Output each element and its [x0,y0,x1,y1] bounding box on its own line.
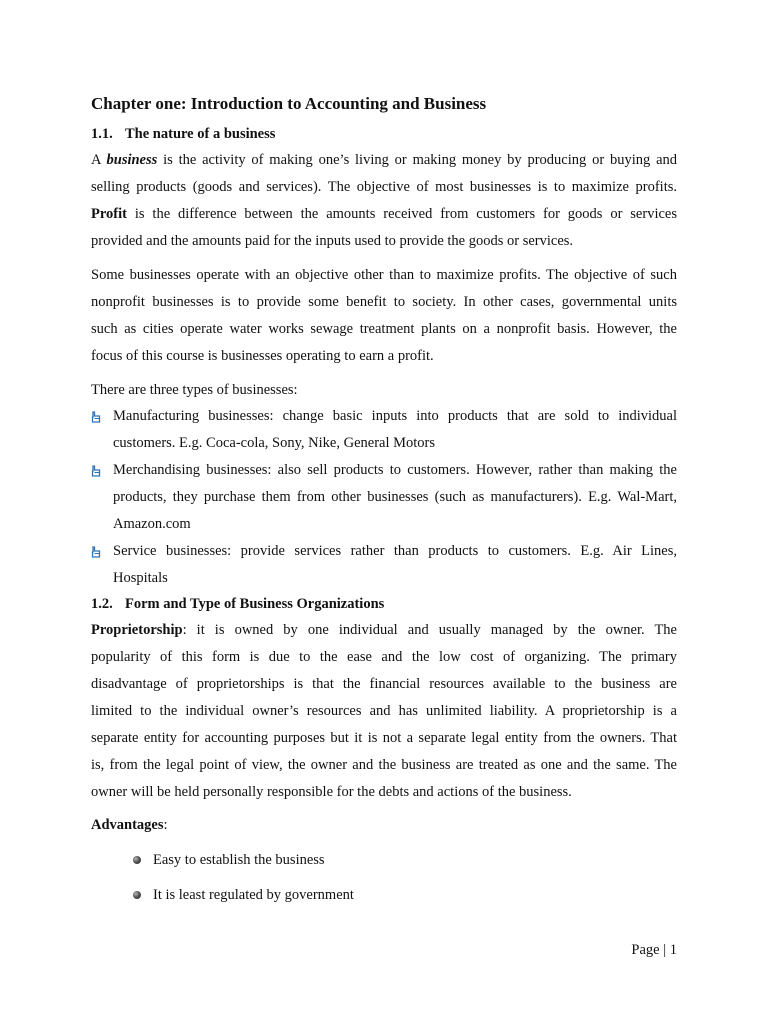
section-title: The nature of a business [125,126,276,142]
advantage-text: It is least regulated by government [153,887,354,903]
paragraph-line: disadvantage of proprietorships is that the financial resources available to the business are [91,676,677,692]
section-number: 1.1. [91,126,113,142]
round-bullet-icon [133,856,141,864]
advantages-heading [91,812,677,839]
page-number: Page | 1 [631,942,677,958]
term-profit: Profit [91,206,127,222]
paragraph-line: such as cities operate water works sewage treatment plants on a nonprofit basis. However, the [91,321,677,337]
section-heading-1-1 [91,126,275,143]
paragraph-line: nonprofit businesses is to provide some benefit to society. In other cases, governmental units [91,294,677,310]
section-number: 1.2. [91,596,113,612]
paragraph-line: popularity of this form is due to the ease and the low cost of organizing. The primary [91,649,677,665]
advantages-label: Advantages [91,817,164,833]
list-item-text [113,403,677,457]
list-line: Hospitals [113,570,168,586]
chapter-title: Chapter one: Introduction to Accounting and Business [91,94,487,113]
text-fragment: is the activity of making one’s living or making money by producing or buying and [157,152,678,168]
advantage-item [133,885,354,905]
paragraph-line [91,147,677,174]
paragraph-line [91,617,677,644]
paragraph-nonprofit [91,262,677,370]
list-line: Manufacturing businesses: change basic inputs into products that are sold to individual [113,408,677,424]
text-fragment: : it is owned by one individual and usually managed by the owner. The [182,622,677,638]
paragraph-line [91,201,677,228]
list-item-text [113,457,677,538]
list-line: Amazon.com [113,516,191,532]
list-line: Merchandising businesses: also sell products to customers. However, rather than making the [113,462,677,478]
paragraph-line: owner will be held personally responsible for the debts and actions of the business. [91,784,572,800]
advantages-colon: : [163,817,168,833]
pointing-hand-icon [91,546,101,558]
advantage-text: Easy to establish the business [153,852,325,868]
paragraph-line: Some businesses operate with an objective other than to maximize profits. The objective of such [91,267,677,283]
pointing-hand-icon [91,411,101,423]
paragraph-line: is, from the legal point of view, the owner and the business are treated as one and the same. The [91,757,677,773]
advantage-item [133,850,325,870]
paragraph-line: selling products (goods and services). The objective of most businesses is to maximize profits. [91,179,677,195]
text-fragment: is the difference between the amounts received from customers for goods or services [126,206,677,222]
paragraph-line: focus of this course is businesses operating to earn a profit. [91,348,434,364]
paragraph-line: separate entity for accounting purposes but it is not a separate legal entity from the owners. That [91,730,677,746]
section-heading-1-2 [91,596,384,613]
list-item-text [113,538,677,592]
term-business: business [106,152,158,168]
pointing-hand-icon [91,465,101,477]
list-line: Service businesses: provide services rather than products to customers. E.g. Air Lines, [113,543,677,559]
term-proprietorship: Proprietorship [91,622,183,638]
paragraph-business-definition [91,147,677,255]
list-line: products, they purchase them from other businesses (such as manufacturers). E.g. Wal-Mart, [113,489,677,505]
paragraph-proprietorship [91,617,677,806]
paragraph-line: limited to the individual owner’s resources and has unlimited liability. A proprietorship is a [91,703,677,719]
types-intro: There are three types of businesses: [91,382,298,398]
round-bullet-icon [133,891,141,899]
text-fragment: A [91,152,107,168]
list-line: customers. E.g. Coca-cola, Sony, Nike, General Motors [113,435,436,451]
paragraph-line: provided and the amounts paid for the inputs used to provide the goods or services. [91,233,574,249]
section-title: Form and Type of Business Organizations [125,596,385,612]
